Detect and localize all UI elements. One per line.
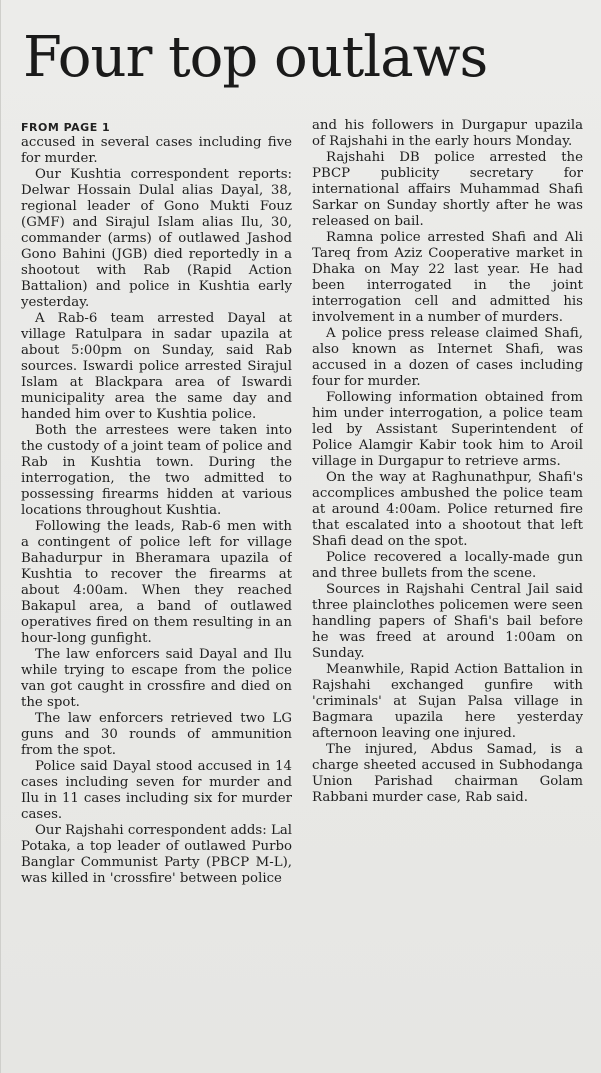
- paragraph: Following the leads, Rab-6 men with a contingent of police left for village Bahadurpur in Bheramara upazila of Kushtia to recover the firearms at about 4:00am. When they reached Bakapul area, a band of outlawed operatives fired on them resulting in an hour-long gunfight.: [21, 519, 292, 646]
- paragraph: and his followers in Durgapur upazila of Rajshahi in the early hours Monday.: [312, 118, 583, 149]
- paragraph: A police press release claimed Shafi, also known as Internet Shafi, was accused in a dozen of cases including four for murder.: [312, 326, 583, 389]
- paragraph: Our Kushtia correspondent reports: Delwar Hossain Dulal alias Dayal, 38, regional leader of Gono Mukti Fouz (GMF) and Sirajul Islam alias Ilu, 30, commander (arms) of outlawed Jashod Gono Bahini (JGB) died reportedly in a shootout with Rab (Rapid Action Battalion) and police in Kushtia early yesterday.: [21, 167, 292, 310]
- paragraph: Sources in Rajshahi Central Jail said three plainclothes policemen were seen handling papers of Shafi's bail before he was freed at around 1:00am on Sunday.: [312, 582, 583, 661]
- headline: Four top outlaws: [23, 25, 488, 90]
- paragraph: Our Rajshahi correspondent adds: Lal Potaka, a top leader of outlawed Purbo Banglar Communist Party (PBCP M-L), was killed in 'crossfire' between police: [21, 823, 292, 886]
- left-column: [21, 118, 292, 1063]
- continuation-kicker: FROM PAGE 1: [21, 121, 111, 134]
- paragraph: Ramna police arrested Shafi and Ali Tareq from Aziz Cooperative market in Dhaka on May 22 last year. He had been interrogated in the joint interrogation cell and admitted his involvement in a number of murders.: [312, 230, 583, 325]
- paragraph: A Rab-6 team arrested Dayal at village Ratulpara in sadar upazila at about 5:00pm on Sunday, said Rab sources. Iswardi police arrested Sirajul Islam at Blackpara area of Iswardi municipality area the same day and handed him over to Kushtia police.: [21, 311, 292, 422]
- paragraph: Following information obtained from him under interrogation, a police team led by Assistant Superintendent of Police Alamgir Kabir took him to Aroil village in Durgapur to retrieve arms.: [312, 390, 583, 469]
- paragraph: Police recovered a locally-made gun and three bullets from the scene.: [312, 550, 583, 581]
- paragraph: The law enforcers retrieved two LG guns and 30 rounds of ammunition from the spot.: [21, 711, 292, 758]
- article-body: [21, 118, 583, 1063]
- right-column: [312, 118, 583, 1063]
- paragraph: On the way at Raghunathpur, Shafi's accomplices ambushed the police team at around 4:00am. Police returned fire that escalated into a shootout that left Shafi dead on the spot.: [312, 470, 583, 549]
- paragraph: Rajshahi DB police arrested the PBCP publicity secretary for international affairs Muhammad Shafi Sarkar on Sunday shortly after he was released on bail.: [312, 150, 583, 229]
- paragraph: Police said Dayal stood accused in 14 cases including seven for murder and Ilu in 11 cases including six for murder cases.: [21, 759, 292, 822]
- paragraph: accused in several cases including five for murder.: [21, 135, 292, 166]
- paragraph: The law enforcers said Dayal and Ilu while trying to escape from the police van got caught in crossfire and died on the spot.: [21, 647, 292, 710]
- paragraph: Meanwhile, Rapid Action Battalion in Rajshahi exchanged gunfire with 'criminals' at Sujan Palsa village in Bagmara upazila here yesterday afternoon leaving one injured.: [312, 662, 583, 741]
- paragraph: The injured, Abdus Samad, is a charge sheeted accused in Subhodanga Union Parishad chairman Golam Rabbani murder case, Rab said.: [312, 742, 583, 805]
- paragraph: Both the arrestees were taken into the custody of a joint team of police and Rab in Kushtia town. During the interrogation, the two admitted to possessing firearms hidden at various locations throughout Kushtia.: [21, 423, 292, 518]
